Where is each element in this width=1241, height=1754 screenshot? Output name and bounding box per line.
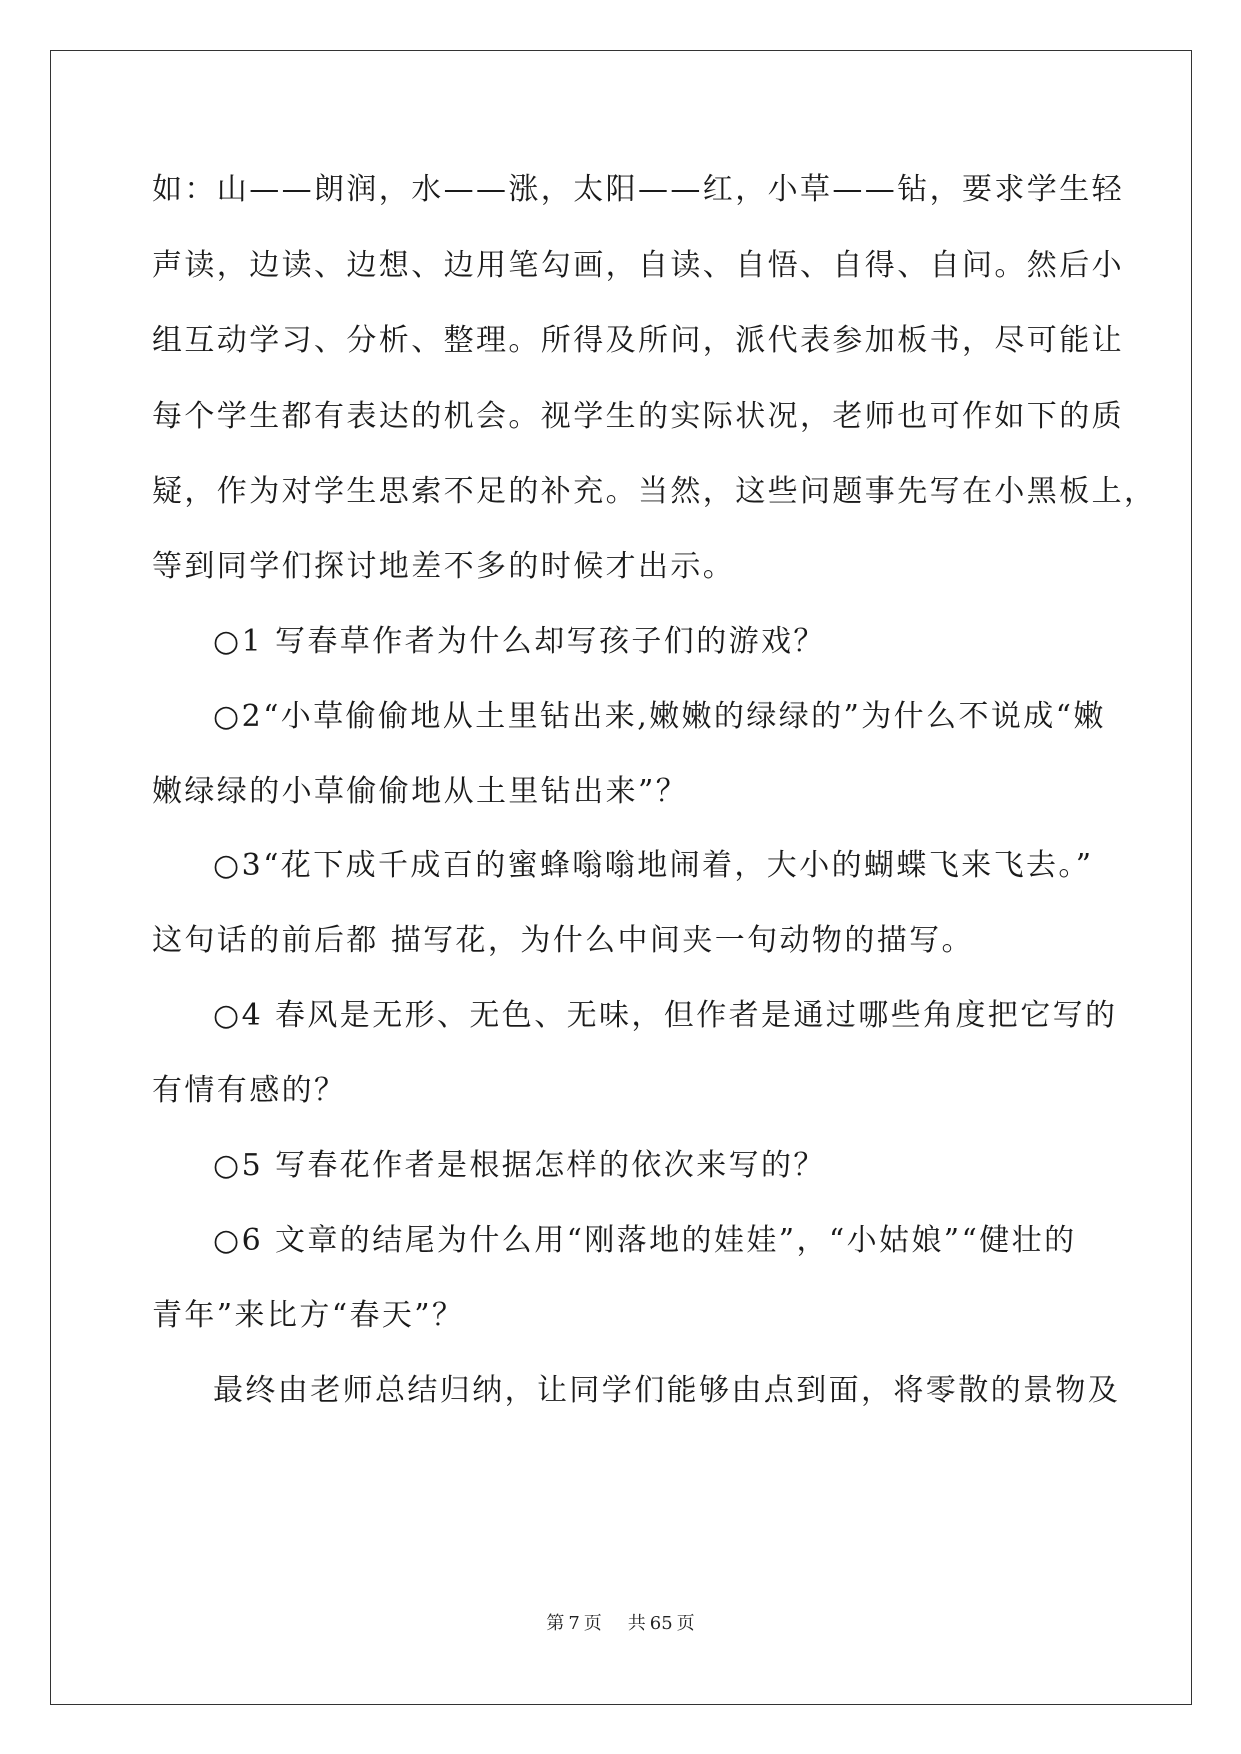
page-number: 7 [568, 1613, 580, 1634]
page-prefix: 第 [546, 1613, 565, 1634]
text-line: 青年”来比方“春天”？ [152, 1298, 465, 1333]
question-5: ○5 写春花作者是根据怎样的依次来写的？ [213, 1148, 826, 1183]
text-line: 每个学生都有表达的机会。视学生的实际状况，老师也可作如下的质 [152, 399, 1124, 434]
question-3: ○3“花下成千成百的蜜蜂嗡嗡地闹着，大小的蝴蝶飞来飞去。” [213, 848, 1094, 883]
question-4: ○4 春风是无形、无色、无味，但作者是通过哪些角度把它写的 [213, 998, 1118, 1033]
text-line: 疑，作为对学生思索不足的补充。当然，这些问题事先写在小黑板上， [152, 474, 1157, 509]
text-line: 声读，边读、边想、边用笔勾画，自读、自悟、自得、自问。然后小 [152, 248, 1124, 283]
total-prefix: 共 [627, 1613, 646, 1634]
text-line: 最终由老师总结归纳，让同学们能够由点到面，将零散的景物及 [213, 1373, 1121, 1408]
text-line: 组互动学习、分析、整理。所得及所问，派代表参加板书，尽可能让 [152, 323, 1124, 358]
text-line: 等到同学们探讨地差不多的时候才出示。 [152, 549, 736, 584]
page-footer [0, 1612, 1241, 1636]
question-1: ○1 写春草作者为什么却写孩子们的游戏？ [213, 624, 826, 659]
question-6: ○6 文章的结尾为什么用“刚落地的娃娃”，“小姑娘”“健壮的 [213, 1223, 1077, 1258]
text-line: 嫩绿绿的小草偷偷地从土里钻出来”？ [152, 774, 689, 809]
page-unit: 页 [583, 1613, 602, 1634]
text-line: 有情有感的？ [152, 1073, 347, 1108]
total-unit: 页 [676, 1613, 695, 1634]
question-2: ○2“小草偷偷地从土里钻出来,嫩嫩的绿绿的”为什么不说成“嫩 [213, 699, 1106, 734]
page-total: 65 [649, 1613, 673, 1634]
text-line: 这句话的前后都 描写花，为什么中间夹一句动物的描写。 [152, 923, 974, 958]
text-line: 如：山——朗润，水——涨，太阳——红，小草——钻，要求学生轻 [152, 172, 1124, 207]
